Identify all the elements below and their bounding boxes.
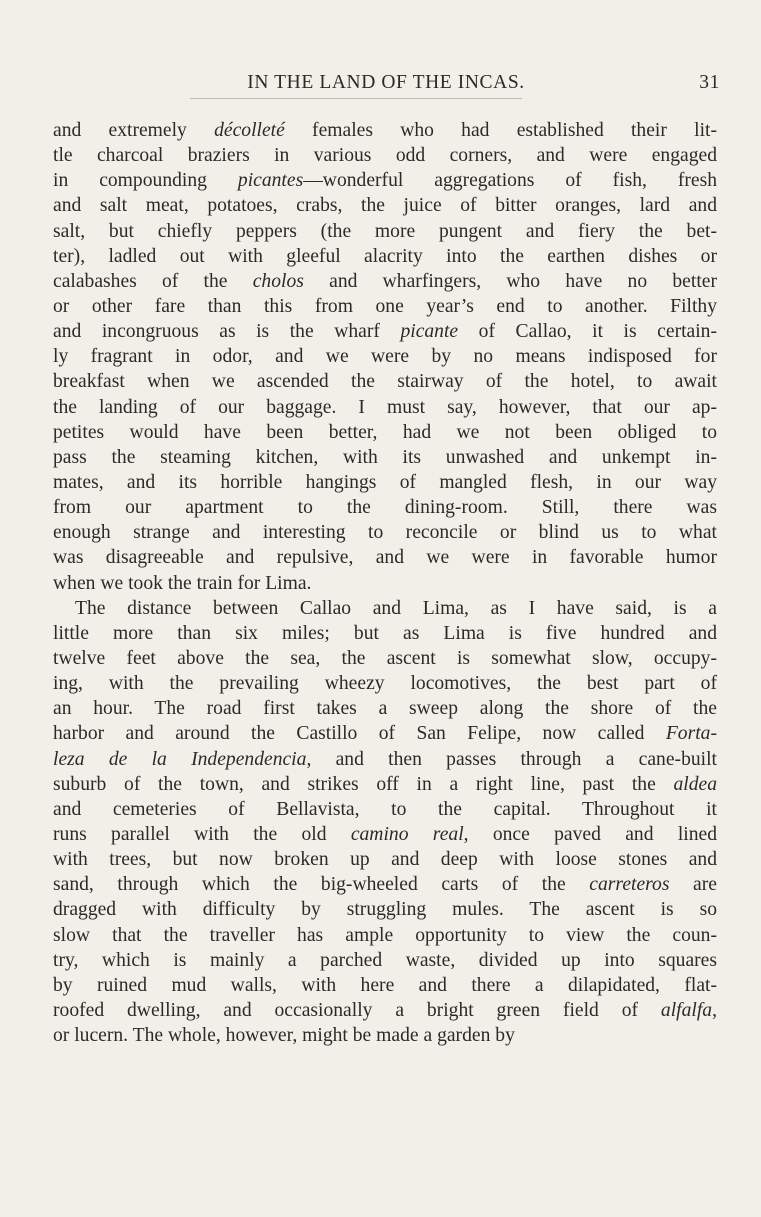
text-line xyxy=(53,621,717,646)
text-run: calabashes of the xyxy=(53,270,253,292)
text-run: , xyxy=(712,999,717,1021)
text-run: enough strange and interesting to reconcile or blind us to what xyxy=(53,522,717,544)
text-line xyxy=(53,269,717,294)
text-run: and cemeteries of Bellavista, to the capital. Throughout it xyxy=(53,798,717,820)
text-line xyxy=(53,998,717,1023)
text-line xyxy=(53,872,717,897)
page-number: 31 xyxy=(699,72,720,93)
text-run: The distance between Callao and Lima, as I have said, is a xyxy=(75,597,717,619)
text-line xyxy=(53,143,717,168)
text-line xyxy=(53,193,717,218)
text-line xyxy=(53,671,717,696)
text-run: mates, and its horrible hangings of mangled flesh, in our way xyxy=(53,471,717,493)
italic-text: alfalfa xyxy=(660,999,713,1021)
text-run: salt, but chiefly peppers (the more pungent and fiery the bet- xyxy=(53,220,717,242)
text-line xyxy=(53,168,717,193)
text-line xyxy=(53,545,717,570)
text-run: an hour. The road first takes a sweep along the shore of the xyxy=(53,698,717,720)
text-run: by ruined mud walls, with here and there a dilapidated, flat- xyxy=(53,974,717,996)
text-line xyxy=(53,495,717,520)
text-run: from our apartment to the dining-room. Still, there was xyxy=(53,497,717,519)
italic-text: Forta- xyxy=(665,723,717,745)
text-run: petites would have been better, had we not been obliged to xyxy=(53,421,717,443)
text-run: —wonderful aggregations of fish, fresh xyxy=(303,170,718,192)
text-run: sand, through which the big-wheeled carts of the xyxy=(53,874,590,896)
text-run: , and then passes through a cane-built xyxy=(306,748,718,770)
text-line xyxy=(53,219,717,244)
text-line xyxy=(53,445,717,470)
header-rule xyxy=(190,98,522,99)
text-run: in compounding xyxy=(53,170,238,192)
text-line xyxy=(53,797,717,822)
text-run: the landing of our baggage. I must say, however, that our ap- xyxy=(53,396,717,418)
text-run: and incongruous as is the wharf xyxy=(53,321,401,343)
text-line xyxy=(53,747,717,772)
text-line xyxy=(53,294,717,319)
text-run: dragged with difficulty by struggling mules. The ascent is so xyxy=(53,899,717,921)
text-run: breakfast when we ascended the stairway of the hotel, to await xyxy=(53,371,717,393)
text-line xyxy=(53,847,717,872)
text-run: ing, with the prevailing wheezy locomotives, the best part of xyxy=(53,673,717,695)
running-title: IN THE LAND OF THE INCAS. xyxy=(247,72,525,93)
text-line xyxy=(53,646,717,671)
text-run: slow that the traveller has ample opportunity to view the coun- xyxy=(53,924,717,946)
text-line xyxy=(53,973,717,998)
text-run: are xyxy=(669,874,717,896)
text-run: and salt meat, potatoes, crabs, the juice of bitter oranges, lard and xyxy=(53,195,717,217)
text-run: runs parallel with the old xyxy=(53,823,351,845)
text-line xyxy=(53,948,717,973)
italic-text: aldea xyxy=(673,773,717,795)
text-line xyxy=(53,319,717,344)
text-run: little more than six miles; but as Lima is five hundred and xyxy=(53,622,717,644)
body-text xyxy=(53,118,717,1048)
italic-text: picantes xyxy=(237,170,304,192)
italic-text: picante xyxy=(400,321,459,343)
text-run: , once paved and lined xyxy=(463,823,717,845)
text-run: suburb of the town, and strikes off in a right line, past the xyxy=(53,773,674,795)
text-run: ly fragrant in odor, and we were by no means indisposed for xyxy=(53,346,717,368)
text-line xyxy=(53,369,717,394)
italic-text: décolleté xyxy=(214,120,285,141)
text-run: twelve feet above the sea, the ascent is somewhat slow, occupy- xyxy=(53,647,717,669)
text-line xyxy=(53,344,717,369)
text-run: tle charcoal braziers in various odd corners, and were engaged xyxy=(53,145,717,167)
text-line xyxy=(53,596,717,621)
text-line xyxy=(53,520,717,545)
text-run: roofed dwelling, and occasionally a bright green field of xyxy=(53,999,661,1021)
running-head xyxy=(52,72,720,98)
text-line xyxy=(53,420,717,445)
text-line xyxy=(53,395,717,420)
italic-text: carreteros xyxy=(589,874,670,896)
text-run: of Callao, it is certain- xyxy=(458,321,717,343)
text-line xyxy=(53,923,717,948)
text-run: harbor and around the Castillo of San Felipe, now called xyxy=(53,723,666,745)
italic-text: cholos xyxy=(252,270,304,292)
text-line xyxy=(53,470,717,495)
text-run: with trees, but now broken up and deep with loose stones and xyxy=(53,849,717,871)
text-line xyxy=(53,772,717,797)
text-line xyxy=(53,897,717,922)
text-run: try, which is mainly a parched waste, divided up into squares xyxy=(53,949,717,971)
text-line xyxy=(53,721,717,746)
text-line xyxy=(53,244,717,269)
text-run: ter), ladled out with gleeful alacrity into the earthen dishes or xyxy=(53,245,717,267)
text-line xyxy=(53,822,717,847)
text-run: or other fare than this from one year’s end to another. Filthy xyxy=(53,295,717,317)
text-run: was disagreeable and repulsive, and we were in favorable humor xyxy=(53,547,717,569)
text-line xyxy=(53,696,717,721)
text-line xyxy=(53,571,717,596)
text-run: or lucern. The whole, however, might be made a garden by xyxy=(53,1025,515,1047)
italic-text: camino real xyxy=(350,823,464,845)
text-line xyxy=(53,1023,717,1048)
text-line xyxy=(53,118,717,143)
text-run: pass the steaming kitchen, with its unwashed and unkempt in- xyxy=(53,446,717,468)
text-run: and wharfingers, who have no better xyxy=(303,270,717,292)
text-run: females who had established their lit- xyxy=(284,120,717,141)
text-run: when we took the train for Lima. xyxy=(53,572,312,594)
text-run: and extremely xyxy=(53,120,215,141)
italic-text: leza de la Independencia xyxy=(53,748,307,770)
